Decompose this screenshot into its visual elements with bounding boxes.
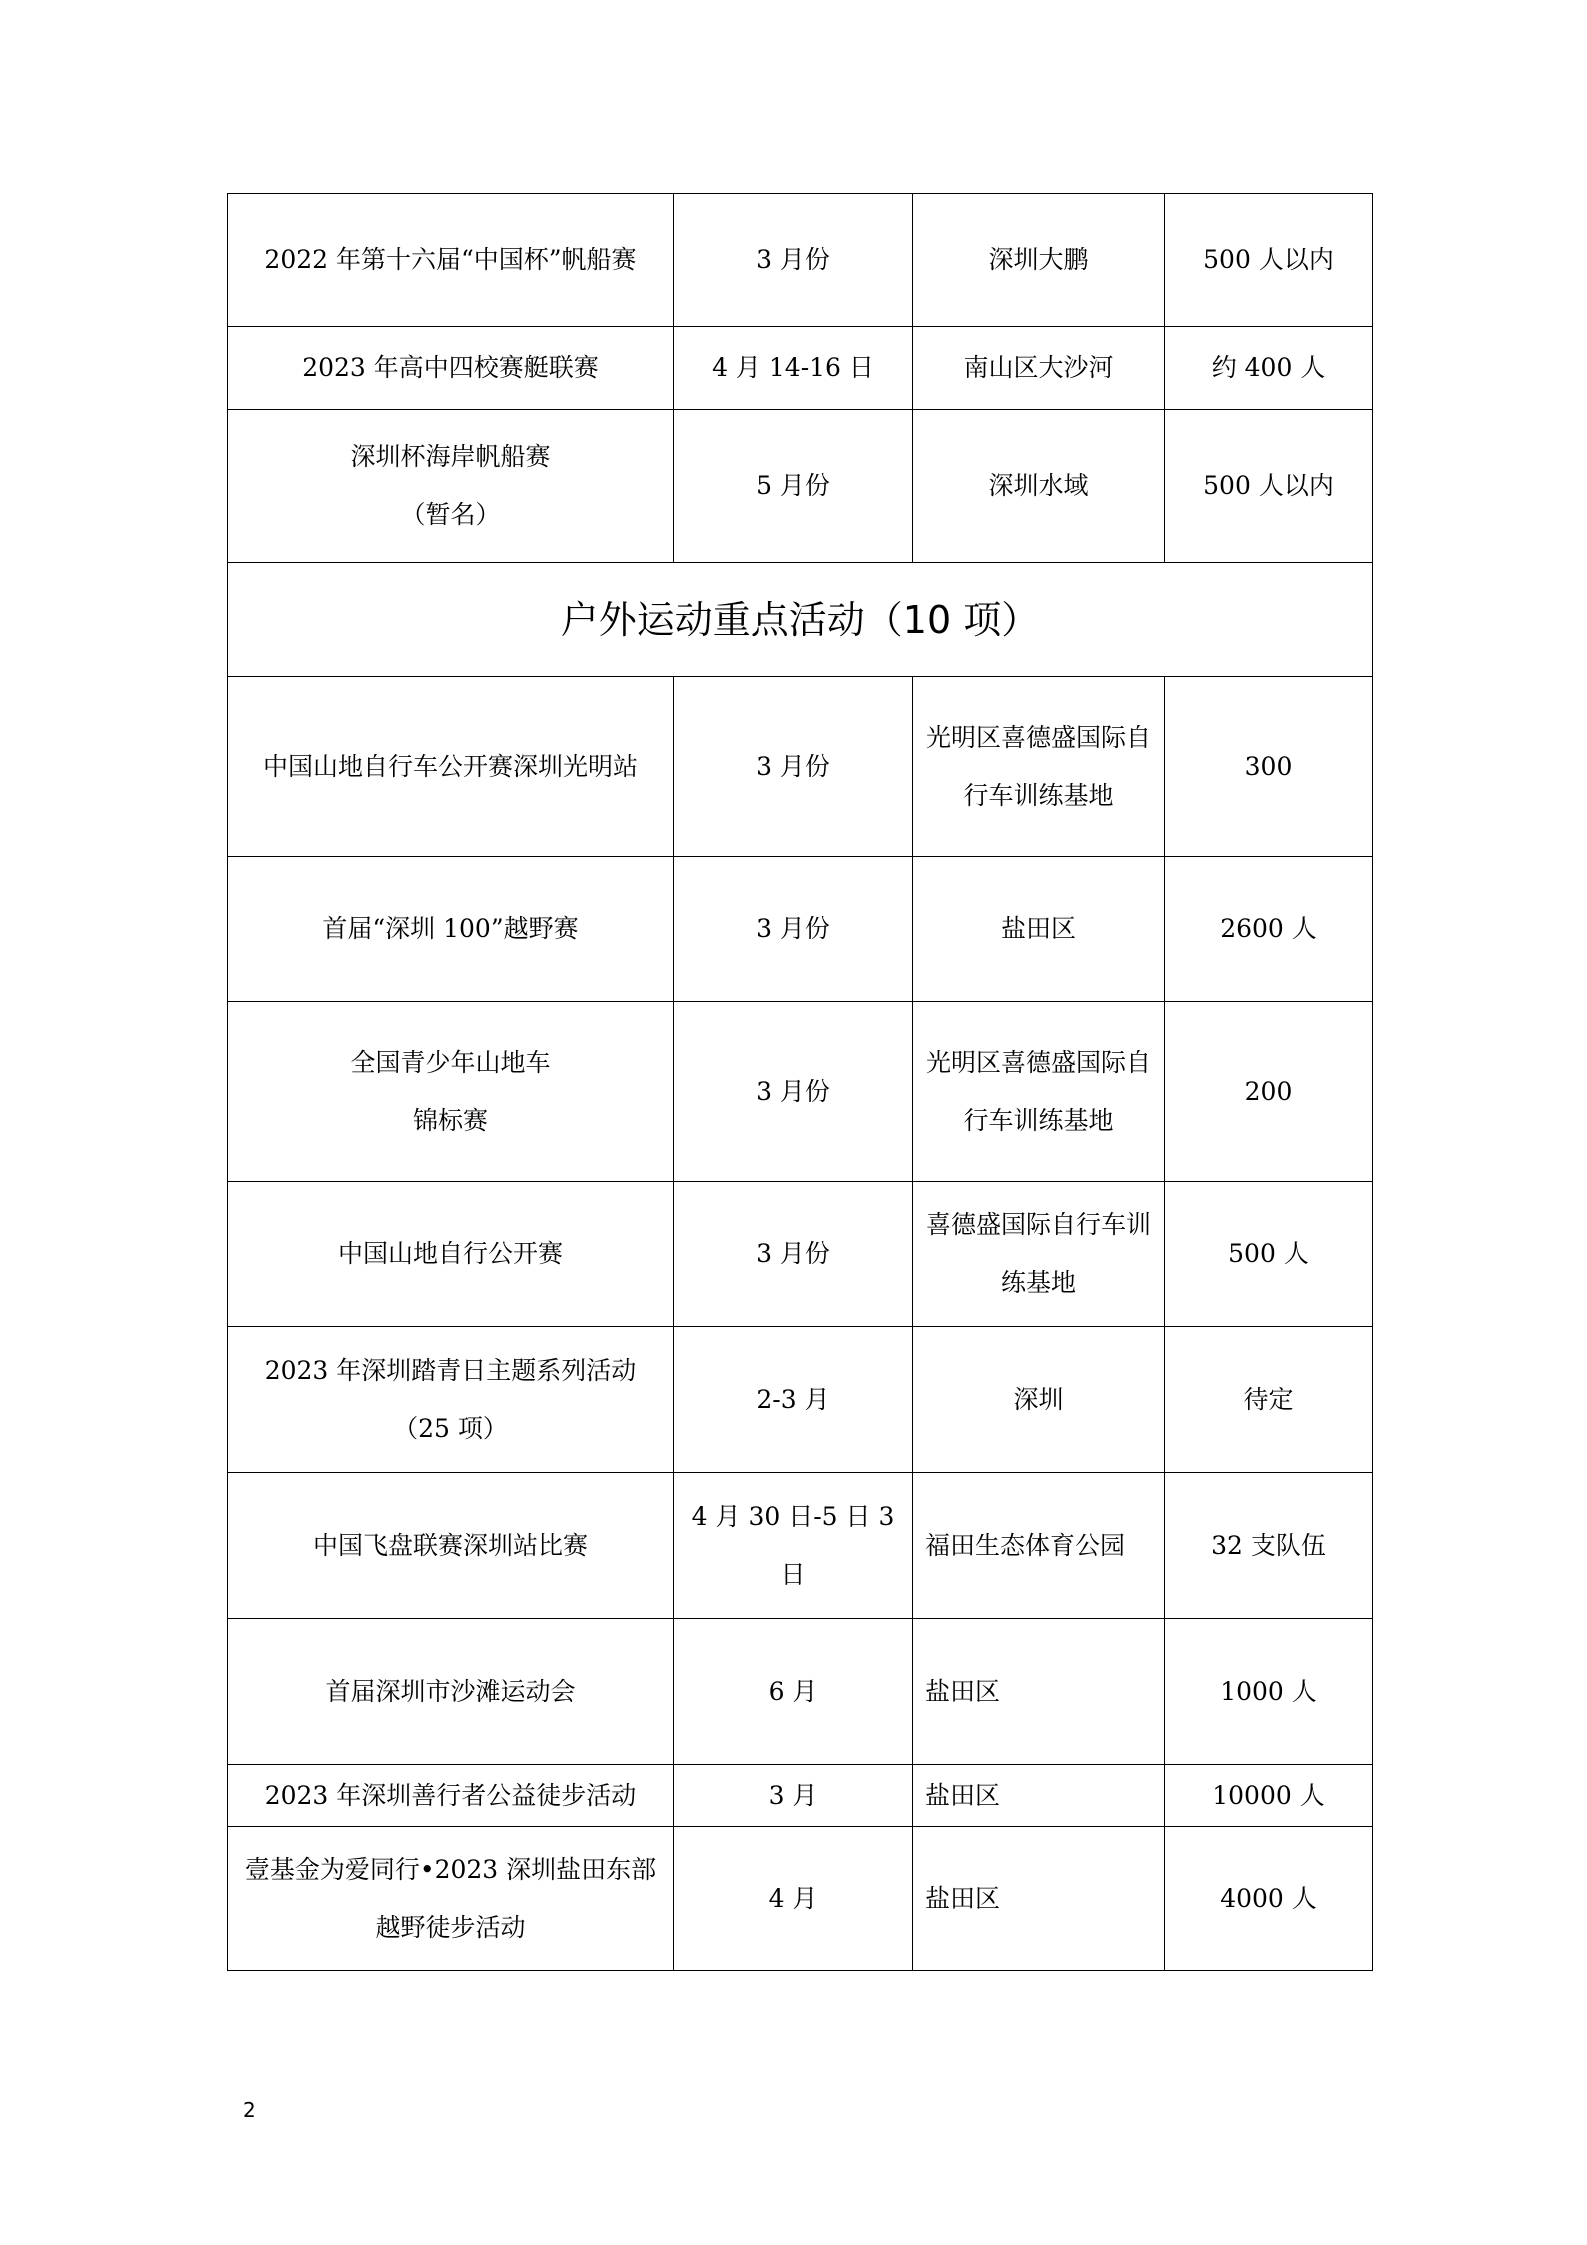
event-date-cell: 3 月份 (674, 194, 913, 327)
event-scale-cell: 32 支队伍 (1165, 1473, 1373, 1619)
event-date-cell: 6 月 (674, 1619, 913, 1765)
event-name-cell: 壹基金为爱同行•2023 深圳盐田东部越野徒步活动 (228, 1827, 674, 1971)
event-name-cell: 中国飞盘联赛深圳站比赛 (228, 1473, 674, 1619)
event-date-cell: 3 月份 (674, 857, 913, 1002)
event-name-cell: 中国山地自行公开赛 (228, 1182, 674, 1327)
section-title: 户外运动重点活动（10 项） (228, 563, 1373, 677)
event-location-cell: 南山区大沙河 (913, 327, 1165, 410)
event-name-cell: 中国山地自行车公开赛深圳光明站 (228, 677, 674, 857)
event-date-cell: 3 月份 (674, 677, 913, 857)
event-name-cell: 2023 年深圳善行者公益徒步活动 (228, 1765, 674, 1827)
event-scale-cell: 500 人 (1165, 1182, 1373, 1327)
table-row (228, 410, 1373, 563)
event-location-cell: 福田生态体育公园 (913, 1473, 1165, 1619)
table-row (228, 677, 1373, 857)
event-scale-cell: 待定 (1165, 1327, 1373, 1473)
table-row (228, 857, 1373, 1002)
event-scale-cell: 约 400 人 (1165, 327, 1373, 410)
event-date-cell: 4 月 14-16 日 (674, 327, 913, 410)
event-location-cell: 盐田区 (913, 1619, 1165, 1765)
event-location-cell: 光明区喜德盛国际自行车训练基地 (913, 677, 1165, 857)
event-name-cell: 首届“深圳 100”越野赛 (228, 857, 674, 1002)
page-number: 2 (243, 2098, 256, 2122)
event-location-cell: 深圳大鹏 (913, 194, 1165, 327)
event-scale-cell: 4000 人 (1165, 1827, 1373, 1971)
table-row (228, 194, 1373, 327)
event-name-cell: 全国青少年山地车 锦标赛 (228, 1002, 674, 1182)
event-scale-cell: 300 (1165, 677, 1373, 857)
table-row (228, 1619, 1373, 1765)
event-location-cell: 盐田区 (913, 857, 1165, 1002)
event-location-cell: 盐田区 (913, 1765, 1165, 1827)
event-date-cell: 3 月份 (674, 1182, 913, 1327)
event-name-cell: 深圳杯海岸帆船赛 （暂名） (228, 410, 674, 563)
event-date-cell: 2-3 月 (674, 1327, 913, 1473)
event-location-cell: 光明区喜德盛国际自行车训练基地 (913, 1002, 1165, 1182)
event-scale-cell: 500 人以内 (1165, 194, 1373, 327)
table-row (228, 1473, 1373, 1619)
event-date-cell: 3 月份 (674, 1002, 913, 1182)
event-scale-cell: 1000 人 (1165, 1619, 1373, 1765)
table-row (228, 1002, 1373, 1182)
event-name-cell: 2023 年深圳踏青日主题系列活动 （25 项） (228, 1327, 674, 1473)
event-date-cell: 4 月 30 日-5 日 3 日 (674, 1473, 913, 1619)
event-name-cell: 2022 年第十六届“中国杯”帆船赛 (228, 194, 674, 327)
table-row (228, 1827, 1373, 1971)
event-name-cell: 首届深圳市沙滩运动会 (228, 1619, 674, 1765)
event-scale-cell: 500 人以内 (1165, 410, 1373, 563)
event-location-cell: 深圳水域 (913, 410, 1165, 563)
event-scale-cell: 2600 人 (1165, 857, 1373, 1002)
event-scale-cell: 10000 人 (1165, 1765, 1373, 1827)
event-date-cell: 3 月 (674, 1765, 913, 1827)
event-scale-cell: 200 (1165, 1002, 1373, 1182)
event-date-cell: 5 月份 (674, 410, 913, 563)
table-row (228, 1765, 1373, 1827)
event-location-cell: 喜德盛国际自行车训练基地 (913, 1182, 1165, 1327)
event-name-cell: 2023 年高中四校赛艇联赛 (228, 327, 674, 410)
section-row (228, 563, 1373, 677)
table-row (228, 1182, 1373, 1327)
events-table (227, 193, 1373, 1971)
event-location-cell: 盐田区 (913, 1827, 1165, 1971)
event-location-cell: 深圳 (913, 1327, 1165, 1473)
table-row (228, 327, 1373, 410)
event-date-cell: 4 月 (674, 1827, 913, 1971)
table-row (228, 1327, 1373, 1473)
